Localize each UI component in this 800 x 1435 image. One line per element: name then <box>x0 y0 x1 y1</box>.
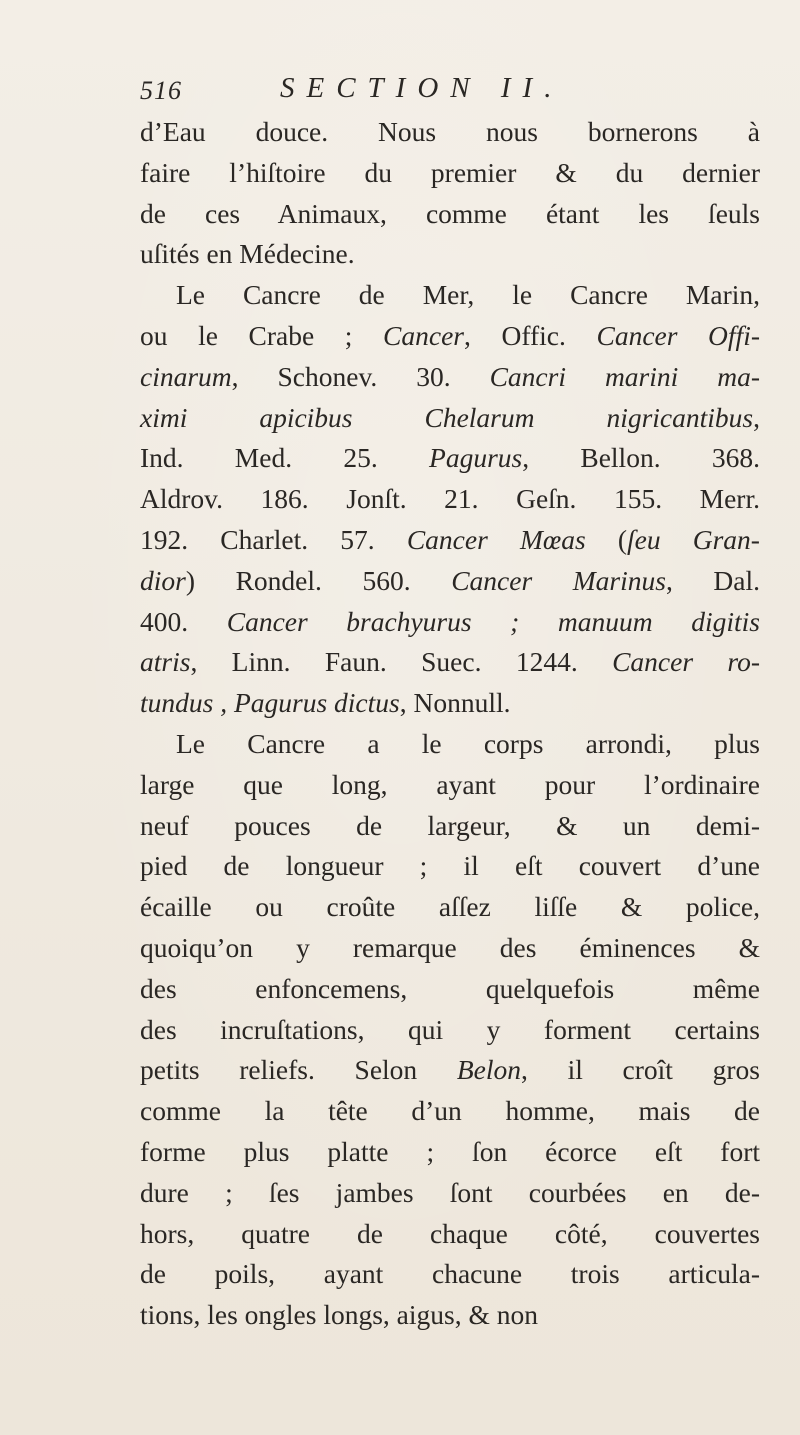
text-run: , il croît gros <box>521 1054 760 1086</box>
text-run: tions, les ongles longs, aigus, & non <box>140 1299 538 1331</box>
text-line <box>140 1132 760 1173</box>
italic-text: tundus , Pagurus dictus <box>140 687 400 719</box>
italic-text: ſeu Gran- <box>626 523 760 555</box>
text-run: écaille ou croûte aſſez liſſe & police, <box>140 891 760 923</box>
text-line <box>140 479 760 520</box>
paragraph <box>140 275 760 724</box>
text-line <box>140 683 760 724</box>
text-line <box>140 806 760 847</box>
text-line <box>140 928 760 969</box>
text-run: comme la tête d’un homme, mais de <box>140 1095 760 1127</box>
text-run: de poils, ayant chacune trois articula- <box>140 1258 760 1290</box>
italic-text: Belon <box>456 1054 522 1086</box>
text-run: de ces Animaux, comme étant les ſeuls <box>140 197 760 229</box>
text-run: des incruſtations, qui y forment certains <box>140 1013 760 1045</box>
text-line <box>140 846 760 887</box>
italic-text: dior <box>140 564 186 596</box>
italic-text: Cancri marini ma- <box>489 360 761 392</box>
text-run: , Bellon. 368. <box>522 442 760 474</box>
italic-text: Cancer ro- <box>612 646 760 678</box>
text-run: ( <box>585 523 627 555</box>
text-line <box>140 153 760 194</box>
text-line <box>140 642 760 683</box>
italic-text: Cancer Offi- <box>596 319 760 351</box>
text-run: , Offic. <box>464 319 597 351</box>
text-run: Aldrov. 186. Jonſt. 21. Geſn. 155. Merr. <box>140 483 760 515</box>
text-line <box>140 1010 760 1051</box>
text-line <box>140 1295 760 1336</box>
text-line <box>140 520 760 561</box>
paragraph <box>140 112 760 275</box>
italic-text: ximi apicibus Chelarum nigricantibus <box>140 401 754 433</box>
text-run: , <box>753 401 760 433</box>
text-line <box>140 561 760 602</box>
text-run: Le Cancre de Mer, le Cancre Marin, <box>176 279 760 311</box>
page-number: 516 <box>140 76 182 105</box>
text-run: , Dal. <box>665 564 760 596</box>
italic-text: Cancer <box>383 319 465 351</box>
italic-text: Pagurus <box>429 442 523 474</box>
text-line <box>140 1214 760 1255</box>
text-run: petits reliefs. Selon <box>140 1054 457 1086</box>
text-run: dure ; ſes jambes ſont courbées en de- <box>140 1176 760 1208</box>
text-run: ) Rondel. 560. <box>185 564 452 596</box>
italic-text: atris <box>140 646 191 678</box>
text-line <box>140 1173 760 1214</box>
text-run: hors, quatre de chaque côté, couvertes <box>140 1217 760 1249</box>
italic-text: Cancer brachyurus ; manuum digitis <box>226 605 760 637</box>
text-run: 192. Charlet. 57. <box>140 523 407 555</box>
text-line <box>140 724 760 765</box>
text-run: 400. <box>140 605 227 637</box>
text-run: des enfoncemens, quelquefois même <box>140 972 760 1004</box>
text-run: faire l’hiſtoire du premier & du dernier <box>140 156 760 188</box>
text-line <box>140 398 760 439</box>
text-line <box>140 438 760 479</box>
text-line <box>140 275 760 316</box>
text-line <box>140 316 760 357</box>
text-run: Le Cancre a le corps arrondi, plus <box>176 727 760 759</box>
text-line <box>140 357 760 398</box>
text-run: , Nonnull. <box>399 687 511 719</box>
text-run: , Schonev. 30. <box>231 360 490 392</box>
text-run: ou le Crabe ; <box>140 319 384 351</box>
text-run: quoiqu’on y remarque des éminences & <box>140 931 760 963</box>
text-run: pied de longueur ; il eſt couvert d’une <box>140 850 760 882</box>
text-line <box>140 234 760 275</box>
body-text <box>140 112 760 1336</box>
italic-text: cinarum <box>140 360 232 392</box>
text-run: d’Eau douce. Nous nous bornerons à <box>140 116 760 147</box>
text-line <box>140 112 760 153</box>
italic-text: Cancer Marinus <box>451 564 666 596</box>
paragraph <box>140 724 760 1336</box>
text-run: neuf pouces de largeur, & un demi- <box>140 809 760 841</box>
text-run: , Linn. Faun. Suec. 1244. <box>190 646 613 678</box>
text-run: forme plus platte ; ſon écorce eſt fort <box>140 1135 760 1167</box>
italic-text: Cancer Mœas <box>406 523 586 555</box>
text-line <box>140 602 760 643</box>
text-line <box>140 1091 760 1132</box>
text-run: large que long, ayant pour l’ordinaire <box>140 768 760 800</box>
text-line <box>140 194 760 235</box>
page-header <box>140 72 760 116</box>
text-run: uſités en Médecine. <box>140 238 355 270</box>
text-run: Ind. Med. 25. <box>140 442 430 474</box>
text-line <box>140 969 760 1010</box>
paper-speck <box>742 996 745 1000</box>
text-line <box>140 1254 760 1295</box>
text-line <box>140 1050 760 1091</box>
text-line <box>140 887 760 928</box>
running-head-section-title: SECTION II. <box>280 72 564 104</box>
text-line <box>140 765 760 806</box>
